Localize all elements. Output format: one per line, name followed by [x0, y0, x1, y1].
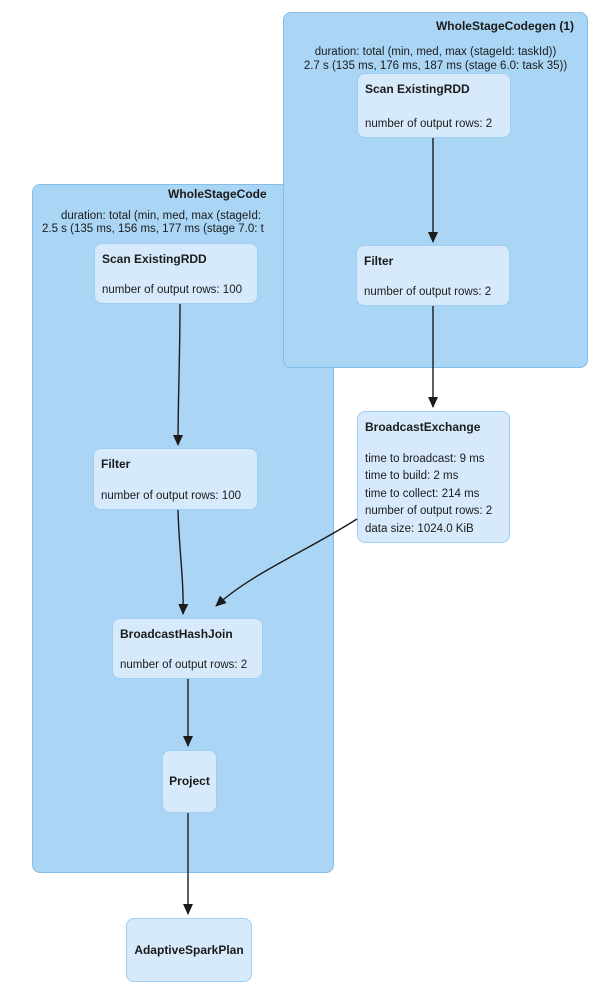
node-metrics [120, 657, 260, 675]
node-metrics [365, 116, 508, 134]
node-scan-existing-rdd-1[interactable] [357, 73, 511, 138]
metric-line: data size: 1024.0 KiB [365, 522, 474, 535]
node-title: BroadcastHashJoin [120, 628, 233, 641]
cluster-2-title: WholeStageCode [168, 187, 267, 201]
cluster-2-duration-line-1: duration: total (min, med, max (stageId: [61, 210, 262, 222]
node-metrics [365, 451, 507, 539]
metric-line: number of output rows: 2 [120, 658, 248, 671]
node-title: Scan ExistingRDD [365, 83, 470, 96]
node-title: Scan ExistingRDD [102, 253, 207, 266]
node-title: Project [169, 774, 210, 788]
metric-line: time to broadcast: 9 ms [365, 452, 485, 465]
cluster-wholestagecodegen-1 [283, 12, 588, 368]
cluster-1-duration-line-1: duration: total (min, med, max (stageId: taskId)) [314, 46, 557, 58]
cluster-2-duration-line-2: 2.5 s (135 ms, 156 ms, 177 ms (stage 7.0: t [42, 223, 264, 235]
cluster-1-title: WholeStageCodegen (1) [435, 19, 574, 33]
metric-line: number of output rows: 100 [101, 489, 241, 502]
node-scan-existing-rdd-2[interactable] [94, 243, 258, 304]
metric-line: number of output rows: 100 [102, 283, 242, 296]
node-broadcast-hash-join[interactable] [112, 618, 263, 679]
cluster-1-durations [284, 46, 587, 73]
node-filter-1[interactable] [356, 245, 510, 306]
metric-line: number of output rows: 2 [365, 505, 493, 517]
node-metrics [102, 282, 255, 300]
node-metrics [364, 284, 507, 302]
metric-line: number of output rows: 2 [364, 285, 492, 298]
node-filter-2[interactable] [93, 448, 258, 510]
cluster-1-duration-line-2: 2.7 s (135 ms, 176 ms, 187 ms (stage 6.0: task 35)) [303, 59, 568, 72]
metric-line: time to collect: 214 ms [365, 487, 480, 500]
node-title: BroadcastExchange [365, 421, 481, 434]
node-broadcast-exchange[interactable] [357, 411, 510, 543]
node-project[interactable] [162, 750, 217, 813]
node-title: Filter [364, 255, 394, 268]
metric-line: time to build: 2 ms [365, 470, 459, 482]
node-adaptive-spark-plan[interactable] [126, 918, 252, 982]
metric-line: number of output rows: 2 [365, 117, 493, 130]
node-title: Filter [101, 458, 131, 471]
node-metrics [101, 488, 255, 506]
node-title: AdaptiveSparkPlan [134, 942, 244, 957]
